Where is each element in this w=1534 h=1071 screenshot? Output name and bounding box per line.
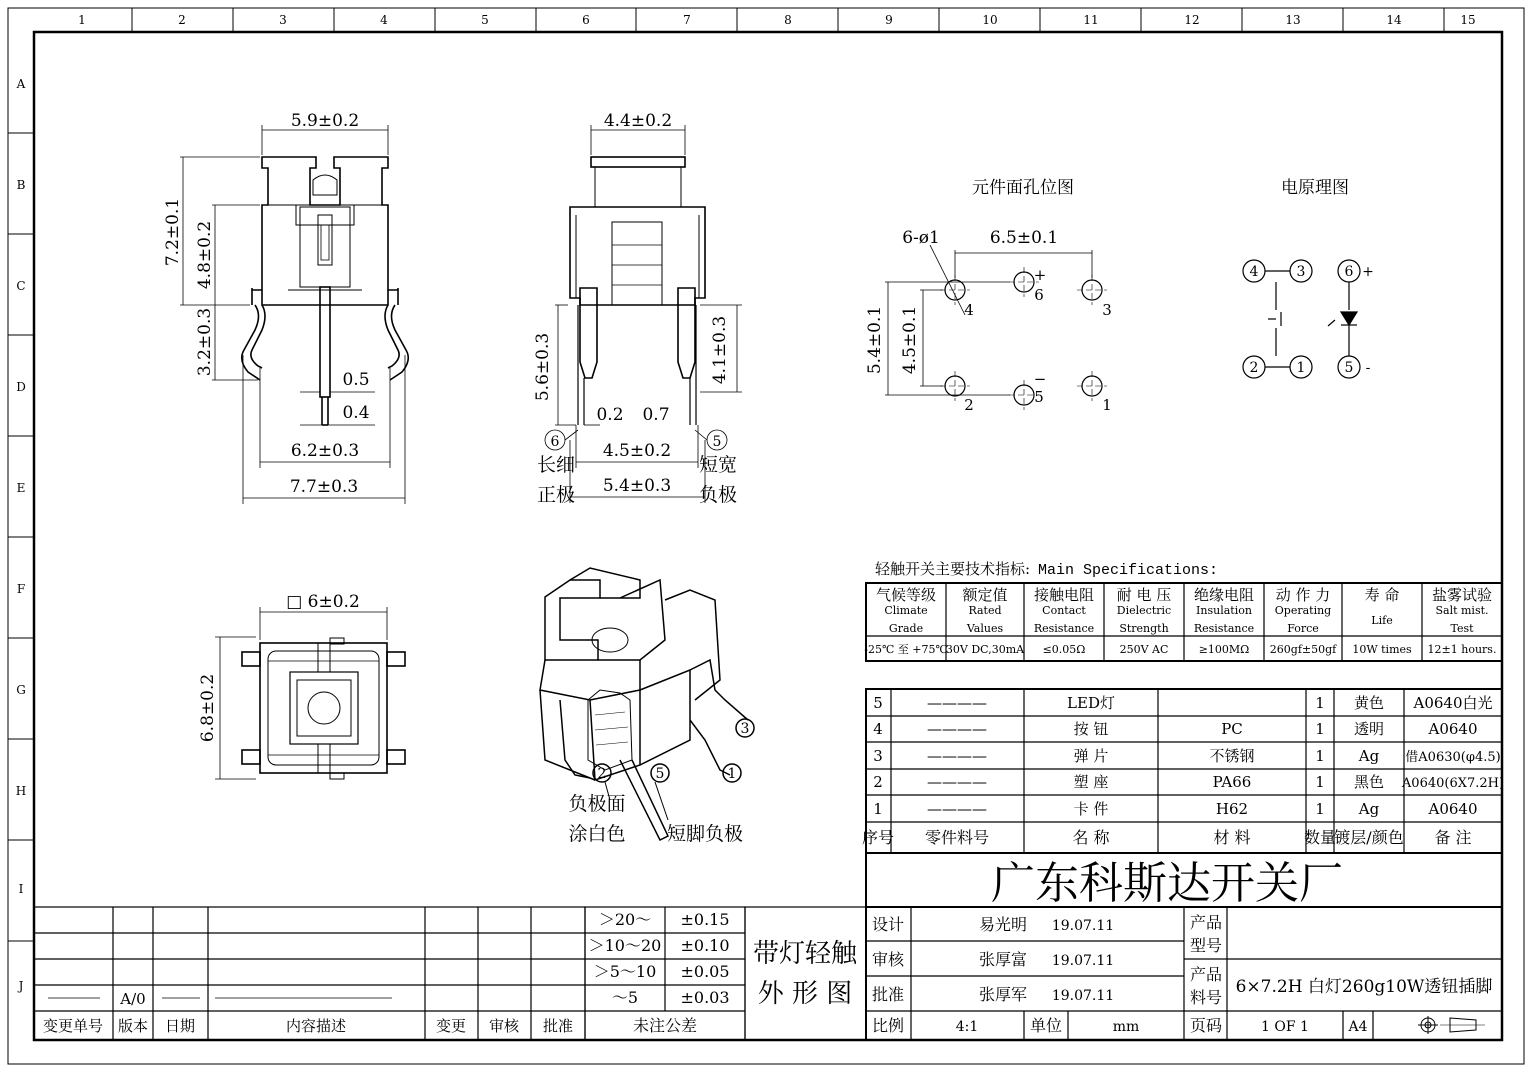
spec-header-en: Strength xyxy=(1119,622,1169,635)
tolerance-range: ＞10～20 xyxy=(588,936,662,955)
bom-cell-note: A0640 xyxy=(1428,720,1478,738)
tb-model-label-1: 产品 xyxy=(1189,913,1223,932)
tb-part-label-2: 料号 xyxy=(1189,988,1223,1007)
schematic-node-6: 6 xyxy=(1344,264,1354,280)
spec-value: -25℃ 至 +75℃ xyxy=(864,643,948,656)
iso-note-cathode-face-2: 涂白色 xyxy=(568,823,626,845)
front-dim-height-total: 7.2±0.1 xyxy=(163,197,183,267)
tb-label-approve: 批准 xyxy=(871,985,905,1004)
side-dim-right-pin: 4.1±0.3 xyxy=(710,315,730,385)
spec-header-en: Test xyxy=(1450,622,1474,635)
tolerance-range: ＞20～ xyxy=(598,910,652,929)
tolerance-value: ±0.05 xyxy=(680,962,730,981)
col-num: 8 xyxy=(784,13,792,27)
tb-date-design: 19.07.11 xyxy=(1051,918,1115,934)
hole-layout-diameter: 6-ø1 xyxy=(902,228,940,248)
spec-header-en: Climate xyxy=(884,604,928,617)
row-letter: G xyxy=(16,683,26,697)
col-num: 14 xyxy=(1386,13,1402,27)
tolerance-range: ～5 xyxy=(611,988,639,1007)
hole-num-5: 5 xyxy=(1034,388,1044,406)
bom-cell-material: PA66 xyxy=(1212,773,1252,791)
col-num: 2 xyxy=(178,13,186,27)
tb-model-label-2: 型号 xyxy=(1189,936,1223,955)
bom-cell-no: 4 xyxy=(873,720,883,738)
revision-header: 批准 xyxy=(542,1017,574,1035)
hole-layout-height-inner: 4.5±0.1 xyxy=(900,305,920,375)
bottom-dim-height: 6.8±0.2 xyxy=(198,673,218,743)
tb-designer: 易光明 xyxy=(978,915,1028,934)
front-dim-pitch: 6.2±0.3 xyxy=(290,441,360,461)
schematic-plus: + xyxy=(1362,264,1374,280)
iso-callout-1: 1 xyxy=(727,766,737,782)
bom-cell-material: 不锈钢 xyxy=(1209,747,1255,765)
schematic-node-4: 4 xyxy=(1249,264,1259,280)
tb-label-design: 设计 xyxy=(871,915,905,934)
col-num: 9 xyxy=(885,13,893,27)
tb-date-approve: 19.07.11 xyxy=(1051,988,1115,1004)
bom-cell-note: 借A0630(φ4.5) xyxy=(1405,750,1501,765)
bom-cell-name: 卡 件 xyxy=(1073,800,1109,818)
spec-value: 10W times xyxy=(1352,643,1412,656)
spec-value: ≥100MΩ xyxy=(1198,643,1250,656)
bom-cell-finish: 黑色 xyxy=(1353,773,1385,791)
bom-cell-note: A0640白光 xyxy=(1413,694,1493,712)
spec-header-en: Salt mist. xyxy=(1435,604,1489,617)
bom-cell-finish: Ag xyxy=(1358,800,1380,818)
pin6-label-line2: 正极 xyxy=(536,484,576,506)
bom-cell-qty: 1 xyxy=(1315,694,1325,712)
bom-cell-qty: 1 xyxy=(1315,800,1325,818)
bom-header-material: 材 料 xyxy=(1213,828,1251,847)
front-dim-pin-height: 3.2±0.3 xyxy=(195,307,215,377)
col-num: 7 xyxy=(683,13,691,27)
spec-header-en: Resistance xyxy=(1193,622,1255,635)
pin5-label-line1: 短宽 xyxy=(698,454,738,476)
row-letter: B xyxy=(16,178,26,192)
hole-num-2: 2 xyxy=(964,396,974,414)
tb-scale-label: 比例 xyxy=(871,1016,905,1035)
spec-header-en: Values xyxy=(966,622,1004,635)
pin5-label-line2: 负极 xyxy=(698,484,738,506)
tb-part-label-1: 产品 xyxy=(1189,965,1223,984)
bom-header-note: 备 注 xyxy=(1434,828,1472,847)
drawing-title-line2: 外 形 图 xyxy=(757,979,853,1009)
bom-cell-part: ———— xyxy=(927,694,987,712)
pin6-number: 6 xyxy=(550,434,560,450)
col-num: 13 xyxy=(1285,13,1301,27)
hole-minus: − xyxy=(1033,370,1047,388)
bom-cell-finish: Ag xyxy=(1358,747,1380,765)
spec-value: 260gf±50gf xyxy=(1269,643,1337,656)
col-num: 4 xyxy=(380,13,388,27)
bom-cell-part: ———— xyxy=(927,720,987,738)
tb-page: 1 OF 1 xyxy=(1261,1019,1309,1035)
schematic-node-5: 5 xyxy=(1344,360,1354,376)
bom-cell-note: A0640(6X7.2H) xyxy=(1401,776,1505,791)
hole-num-4: 4 xyxy=(964,301,974,319)
spec-header-en: Operating xyxy=(1274,604,1332,617)
side-dim-0-7: 0.7 xyxy=(642,405,670,425)
spec-header-zh: 额定值 xyxy=(962,586,1008,604)
front-dim-width: 7.7±0.3 xyxy=(289,477,359,497)
schematic-node-1: 1 xyxy=(1296,360,1306,376)
bom-cell-qty: 1 xyxy=(1315,720,1325,738)
spec-header-zh: 接触电阻 xyxy=(1033,586,1095,604)
revision-version-value: A/0 xyxy=(120,990,146,1008)
revision-header: 日期 xyxy=(164,1017,196,1035)
hole-layout-title: 元件面孔位图 xyxy=(972,178,1074,198)
col-num: 11 xyxy=(1083,13,1099,27)
revision-header: 内容描述 xyxy=(285,1017,347,1035)
spec-header-zh: 气候等级 xyxy=(875,586,937,604)
front-dim-led-pin: 0.5 xyxy=(342,370,370,390)
row-letter: H xyxy=(15,784,27,798)
front-dim-led-pin-tip: 0.4 xyxy=(342,403,370,423)
row-letter: C xyxy=(16,279,26,293)
tolerance-value: ±0.10 xyxy=(680,936,730,955)
iso-callout-5: 5 xyxy=(655,766,665,782)
spec-header-en: Force xyxy=(1287,622,1319,635)
company-name: 广东科斯达开关厂 xyxy=(991,858,1343,909)
drawing-title-line1: 带灯轻触 xyxy=(752,939,858,969)
revision-header: 版本 xyxy=(117,1017,149,1035)
tb-scale: 4:1 xyxy=(955,1019,979,1035)
hole-num-3: 3 xyxy=(1102,301,1112,319)
spec-header-zh: 动 作 力 xyxy=(1275,586,1331,604)
bom-cell-no: 5 xyxy=(873,694,883,712)
spec-header-en: Insulation xyxy=(1196,604,1252,617)
bom-cell-no: 3 xyxy=(873,747,883,765)
side-dim-0-2: 0.2 xyxy=(596,405,624,425)
bom-cell-name: 弹 片 xyxy=(1073,747,1109,765)
tb-label-check: 审核 xyxy=(871,950,905,969)
bottom-dim-width: □ 6±0.2 xyxy=(286,592,360,612)
col-num: 5 xyxy=(481,13,489,27)
iso-callout-3: 3 xyxy=(740,721,750,737)
revision-header: 变更单号 xyxy=(42,1017,104,1035)
spec-header-en: Grade xyxy=(888,622,924,635)
side-dim-inner: 4.5±0.2 xyxy=(602,441,672,461)
bom-cell-note: A0640 xyxy=(1428,800,1478,818)
schematic-minus: - xyxy=(1365,360,1371,376)
schematic-node-2: 2 xyxy=(1249,360,1259,376)
tolerance-footer: 未注公差 xyxy=(632,1016,698,1035)
bom-cell-name: LED灯 xyxy=(1067,694,1115,712)
spec-value: 30V DC,30mA xyxy=(945,643,1025,656)
bom-header-no: 序号 xyxy=(861,828,895,847)
hole-plus: + xyxy=(1033,266,1047,284)
bom-header-part: 零件料号 xyxy=(924,828,990,847)
row-letter: F xyxy=(16,582,26,596)
tb-description: 6×7.2H 白灯260g10W透钮插脚 xyxy=(1235,977,1493,997)
side-dim-left-pin: 5.6±0.3 xyxy=(533,332,553,402)
tolerance-value: ±0.03 xyxy=(680,988,730,1007)
spec-title-en: Main Specifications: xyxy=(1038,562,1219,579)
bom-header-qty: 数量 xyxy=(1303,828,1337,847)
bom-header-name: 名 称 xyxy=(1072,828,1110,847)
revision-header: 审核 xyxy=(488,1017,520,1035)
row-letter: A xyxy=(16,77,26,91)
spec-value: 250V AC xyxy=(1119,643,1169,656)
col-num: 6 xyxy=(582,13,590,27)
front-dim-width-top: 5.9±0.2 xyxy=(290,111,360,131)
col-num: 12 xyxy=(1184,13,1200,27)
pin6-label-line1: 长细 xyxy=(536,454,576,476)
spec-value: 12±1 hours. xyxy=(1427,643,1497,656)
tb-unit: mm xyxy=(1112,1019,1140,1035)
tolerance-value: ±0.15 xyxy=(680,910,730,929)
iso-note-short-pin: 短脚负极 xyxy=(666,823,744,845)
bom-cell-finish: 透明 xyxy=(1353,720,1385,738)
spec-header-en: Contact xyxy=(1042,604,1086,617)
bom-cell-part: ———— xyxy=(927,747,987,765)
row-letter: E xyxy=(16,481,26,495)
iso-note-cathode-face-1: 负极面 xyxy=(568,793,626,815)
tb-unit-label: 单位 xyxy=(1029,1016,1063,1035)
col-num: 3 xyxy=(279,13,287,27)
spec-value: ≤0.05Ω xyxy=(1042,643,1086,656)
tb-paper-size: A4 xyxy=(1348,1019,1368,1035)
hole-num-6: 6 xyxy=(1034,286,1044,304)
col-num: 1 xyxy=(78,13,86,27)
bom-cell-no: 2 xyxy=(873,773,883,791)
bom-cell-qty: 1 xyxy=(1315,747,1325,765)
spec-header-en: Rated xyxy=(968,604,1002,617)
side-dim-outer: 5.4±0.3 xyxy=(602,476,672,496)
schematic-title: 电原理图 xyxy=(1281,178,1349,198)
bom-cell-material: PC xyxy=(1221,720,1243,738)
bom-cell-finish: 黄色 xyxy=(1353,694,1385,712)
bom-header-finish: 镀层/颜色 xyxy=(1334,828,1404,847)
spec-header-zh: 寿 命 xyxy=(1364,586,1400,604)
schematic-node-3: 3 xyxy=(1296,264,1306,280)
pin5-number: 5 xyxy=(712,434,722,450)
tolerance-range: ＞5～10 xyxy=(593,962,657,981)
iso-callout-2: 2 xyxy=(597,766,607,782)
bom-cell-name: 塑 座 xyxy=(1073,773,1109,791)
col-num: 15 xyxy=(1460,13,1476,27)
spec-title: 轻触开关主要技术指标: xyxy=(875,560,1031,578)
spec-header-zh: 耐 电 压 xyxy=(1116,586,1172,604)
col-num: 10 xyxy=(982,13,998,27)
hole-num-1: 1 xyxy=(1102,396,1112,414)
row-letter: D xyxy=(16,380,26,394)
hole-layout-height-outer: 5.4±0.1 xyxy=(865,305,885,375)
spec-header-en: Resistance xyxy=(1033,622,1095,635)
spec-header-en: Life xyxy=(1371,614,1393,627)
side-dim-width-top: 4.4±0.2 xyxy=(603,111,673,131)
tb-checker: 张厚富 xyxy=(978,950,1028,969)
hole-layout-pitch: 6.5±0.1 xyxy=(989,228,1059,248)
bom-cell-part: ———— xyxy=(927,773,987,791)
row-letter: J xyxy=(18,979,24,993)
tb-approver: 张厚军 xyxy=(978,985,1028,1004)
front-dim-height-body: 4.8±0.2 xyxy=(195,220,215,290)
bom-cell-name: 按 钮 xyxy=(1073,720,1109,738)
tb-date-check: 19.07.11 xyxy=(1051,953,1115,969)
spec-header-zh: 盐雾试验 xyxy=(1431,586,1493,604)
row-letter: I xyxy=(18,882,24,896)
bom-cell-part: ———— xyxy=(927,800,987,818)
bom-cell-qty: 1 xyxy=(1315,773,1325,791)
revision-header: 变更 xyxy=(435,1017,467,1035)
bom-cell-material: H62 xyxy=(1215,800,1249,818)
spec-header-en: Dielectric xyxy=(1116,604,1172,617)
bom-cell-no: 1 xyxy=(873,800,883,818)
spec-header-zh: 绝缘电阻 xyxy=(1193,586,1255,604)
tb-page-label: 页码 xyxy=(1189,1016,1223,1035)
